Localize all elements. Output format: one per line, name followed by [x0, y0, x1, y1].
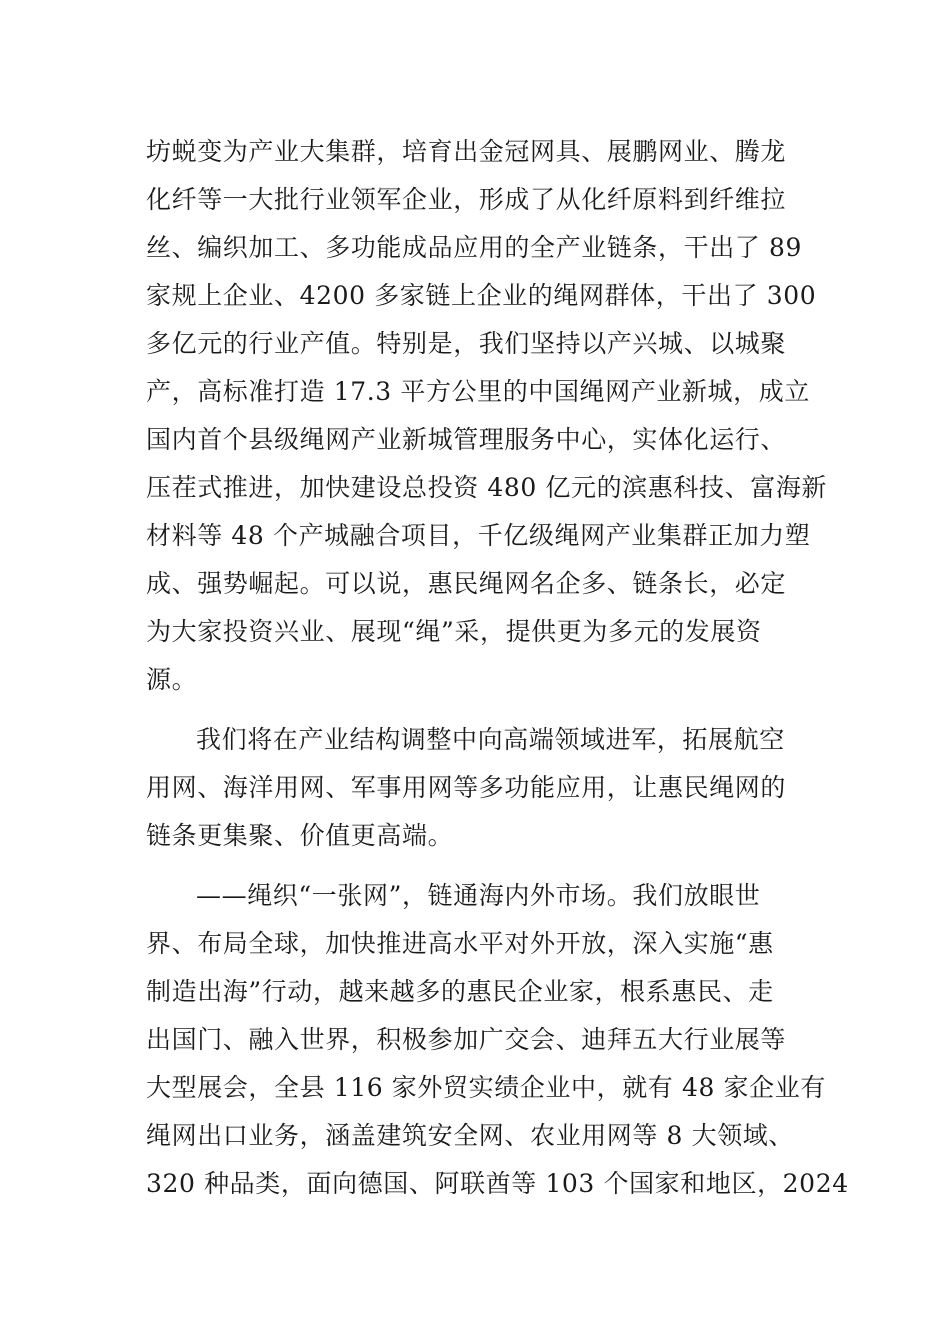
text-line: 链条更集聚、价值更高端。	[146, 821, 454, 850]
text-line: 多亿元的行业产值。特别是，我们坚持以产兴城、以城聚	[146, 329, 787, 358]
text-line: 丝、编织加工、多功能成品应用的全产业链条，干出了 89	[146, 233, 802, 262]
text-line: 界、布局全球，加快推进高水平对外开放，深入实施“惠	[146, 929, 774, 958]
text-line: 大型展会，全县 116 家外贸实绩企业中，就有 48 家企业有	[146, 1073, 826, 1102]
text-line: 绳网出口业务，涵盖建筑安全网、农业用网等 8 大领域、	[146, 1121, 795, 1150]
text-line: 坊蜕变为产业大集群，培育出金冠网具、展鹏网业、腾龙	[146, 137, 787, 166]
text-line: 产，高标准打造 17.3 平方公里的中国绳网产业新城，成立	[146, 377, 810, 406]
text-line: 国内首个县级绳网产业新城管理服务中心，实体化运行、	[146, 425, 787, 454]
text-line: 用网、海洋用网、军事用网等多功能应用，让惠民绳网的	[146, 773, 787, 802]
text-line: 为大家投资兴业、展现“绳”采，提供更为多元的发展资	[146, 617, 762, 646]
text-line: 320 种品类，面向德国、阿联酋等 103 个国家和地区，2024	[146, 1169, 849, 1198]
text-line: 成、强势崛起。可以说，惠民绳网名企多、链条长，必定	[146, 569, 787, 598]
text-line: 源。	[146, 665, 198, 694]
text-line: 出国门、融入世界，积极参加广交会、迪拜五大行业展等	[146, 1025, 787, 1054]
text-line: 压茬式推进，加快建设总投资 480 亿元的滨惠科技、富海新	[146, 473, 828, 502]
text-line: 制造出海”行动，越来越多的惠民企业家，根系惠民、走	[146, 977, 774, 1006]
text-line: 材料等 48 个产城融合项目，千亿级绳网产业集群正加力塑	[146, 521, 811, 550]
text-line: 化纤等一大批行业领军企业，形成了从化纤原料到纤维拉	[146, 185, 787, 214]
paragraph-first-line: 我们将在产业结构调整中向高端领域进军，拓展航空	[196, 725, 785, 754]
text-line: 家规上企业、4200 多家链上企业的绳网群体，干出了 300	[146, 281, 817, 310]
paragraph-first-line: ——绳织“一张网”，链通海内外市场。我们放眼世	[196, 881, 761, 910]
